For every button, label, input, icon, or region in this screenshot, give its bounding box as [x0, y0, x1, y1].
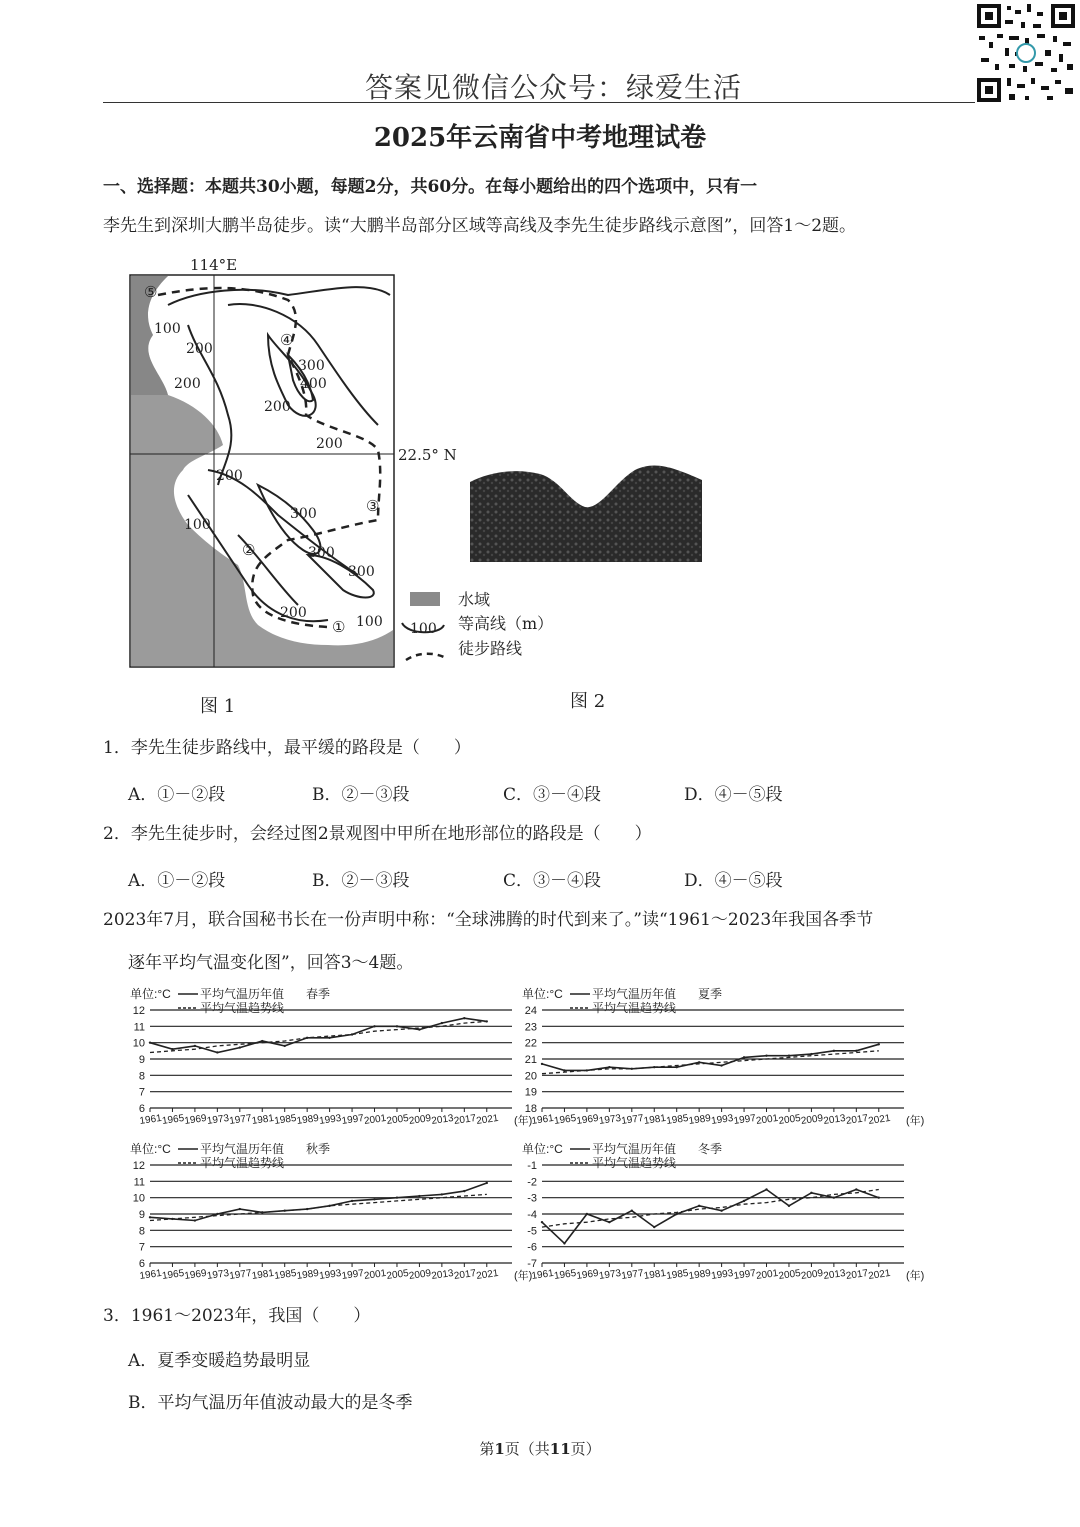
x-tick-label: 1997: [340, 1267, 365, 1282]
contour-map: [128, 255, 398, 670]
y-tick-label: -6: [527, 1241, 537, 1254]
intro-paragraph: 李先生到深圳大鹏半岛徒步。读“大鹏半岛部分区域等高线及李先生徒步路线示意图”，回答1～2题。: [103, 216, 857, 236]
x-tick-label: 1981: [251, 1112, 275, 1127]
x-tick-label: 2001: [755, 1267, 779, 1282]
x-tick-label: 1997: [732, 1267, 757, 1282]
x-tick-label: 1965: [553, 1112, 577, 1127]
data-point: [563, 1242, 565, 1244]
x-tick-label: 2005: [385, 1267, 410, 1282]
latitude-label: 22.5° N: [398, 446, 457, 464]
y-tick-label: -4: [527, 1209, 537, 1221]
x-axis-unit: (年): [906, 1270, 925, 1282]
data-point: [284, 1045, 286, 1047]
unit-label: 单位:°C: [130, 987, 171, 1001]
data-point: [418, 1195, 420, 1197]
data-point: [194, 1219, 196, 1221]
y-tick-label: 22: [524, 1037, 537, 1050]
x-tick-label: 2009: [800, 1112, 824, 1127]
legend-water-swatch: [410, 592, 440, 606]
y-tick-label: 8: [138, 1225, 145, 1238]
y-tick-label: -2: [527, 1176, 537, 1189]
data-point: [631, 1068, 633, 1070]
trend-line: [150, 1194, 487, 1220]
data-point: [608, 1066, 610, 1068]
data-point: [418, 1028, 420, 1030]
x-tick-label: 1989: [296, 1267, 320, 1282]
x-tick-label: 1973: [206, 1267, 230, 1282]
x-tick-label: 1985: [273, 1112, 298, 1127]
x-tick-label: 2001: [363, 1267, 387, 1282]
data-point: [698, 1205, 700, 1207]
q2-option-a[interactable]: A．①－②段: [128, 871, 226, 891]
actual-temperature-line: [150, 1183, 487, 1221]
y-tick-label: 7: [138, 1086, 145, 1099]
contour-label: 300: [290, 506, 317, 522]
x-tick-label: 2017: [453, 1267, 477, 1282]
data-point: [676, 1213, 678, 1215]
q2-option-c[interactable]: C．③－④段: [503, 871, 602, 891]
y-tick-label: -5: [527, 1225, 537, 1238]
x-tick-label: 2017: [845, 1112, 869, 1127]
data-point: [216, 1051, 218, 1053]
page-footer: [0, 1438, 1080, 1459]
contour-label: 300: [348, 564, 375, 580]
legend-trend-label: 平均气温趋势线: [592, 1001, 677, 1015]
data-point: [261, 1040, 263, 1042]
footer-prefix: 第: [479, 1440, 495, 1458]
contour-label: 100: [154, 321, 181, 337]
unit-label: 单位:°C: [522, 987, 563, 1001]
x-tick-label: 2013: [430, 1112, 455, 1127]
y-tick-label: 23: [524, 1021, 537, 1034]
legend-route-swatch: [404, 650, 448, 664]
x-tick-label: 1989: [688, 1267, 712, 1282]
unit-label: 单位:°C: [130, 1142, 171, 1156]
data-point: [194, 1045, 196, 1047]
figure1-caption: 图 1: [200, 696, 236, 717]
x-tick-label: 1961: [138, 1112, 163, 1127]
x-tick-label: 1993: [318, 1112, 343, 1127]
x-tick-label: 1977: [620, 1112, 645, 1127]
data-point: [441, 1022, 443, 1024]
chart-title-season: 秋季: [306, 1142, 331, 1156]
x-tick-label: 2013: [822, 1112, 847, 1127]
contour-label: 400: [300, 376, 327, 392]
x-tick-label: 1973: [206, 1112, 230, 1127]
x-tick-label: 1969: [183, 1112, 208, 1127]
data-point: [743, 1056, 745, 1058]
data-point: [765, 1188, 767, 1190]
x-tick-label: 1961: [530, 1112, 555, 1127]
x-tick-label: 1977: [228, 1267, 253, 1282]
unit-label: 单位:°C: [522, 1142, 563, 1156]
wechat-note: 答案见微信公众号：绿爱生活: [365, 71, 743, 104]
route-point-5: ⑤: [144, 283, 158, 301]
x-tick-label: 1989: [688, 1112, 712, 1127]
contour-label: 300: [298, 358, 325, 374]
x-tick-label: 2017: [453, 1112, 477, 1127]
route-point-4: ④: [280, 331, 294, 349]
x-tick-label: 2001: [755, 1112, 779, 1127]
data-point: [216, 1213, 218, 1215]
chart-title-season: 冬季: [698, 1142, 723, 1156]
q1-option-c[interactable]: C．③－④段: [503, 785, 602, 805]
x-tick-label: 1993: [318, 1267, 343, 1282]
x-tick-label: 1977: [228, 1112, 253, 1127]
x-tick-label: 1961: [138, 1267, 163, 1282]
x-tick-label: 2021: [475, 1112, 500, 1127]
y-tick-label: 8: [138, 1070, 145, 1083]
intro2-line1: 2023年7月，联合国秘书长在一份声明中称：“全球沸腾的时代到来了。”读“1961～2023年我国各季节: [103, 910, 874, 930]
data-point: [563, 1069, 565, 1071]
data-point: [833, 1196, 835, 1198]
x-tick-label: 1961: [530, 1267, 555, 1282]
y-tick-label: 6: [138, 1258, 145, 1270]
data-point: [855, 1050, 857, 1052]
data-point: [149, 1216, 151, 1218]
legend-actual-label: 平均气温历年值: [200, 987, 285, 1001]
q1-option-a[interactable]: A．①－②段: [128, 785, 226, 805]
x-tick-label: 2021: [867, 1267, 892, 1282]
x-tick-label: 1993: [710, 1112, 735, 1127]
data-point: [878, 1196, 880, 1198]
data-point: [810, 1053, 812, 1055]
y-tick-label: -3: [527, 1192, 537, 1205]
data-point: [373, 1198, 375, 1200]
landscape-photo: [470, 462, 702, 564]
data-point: [373, 1025, 375, 1027]
x-tick-label: 1973: [598, 1267, 622, 1282]
x-tick-label: 2005: [777, 1112, 802, 1127]
x-tick-label: 2021: [475, 1267, 500, 1282]
legend-actual-label: 平均气温历年值: [592, 987, 677, 1001]
contour-label: 100: [184, 517, 211, 533]
contour-label: 200: [216, 468, 243, 484]
y-tick-label: 7: [138, 1241, 145, 1254]
x-tick-label: 1981: [643, 1112, 667, 1127]
q3-stem: 3．1961～2023年，我国（ ）: [103, 1306, 371, 1326]
data-point: [149, 1041, 151, 1043]
data-point: [653, 1226, 655, 1228]
data-point: [765, 1055, 767, 1057]
y-tick-label: 18: [524, 1103, 537, 1115]
x-tick-label: 1965: [161, 1112, 185, 1127]
section-heading: 一、选择题：本题共30小题，每题2分，共60分。在每小题给出的四个选项中，只有一: [103, 177, 758, 197]
longitude-label: 114°E: [190, 256, 238, 274]
x-tick-label: 1981: [251, 1267, 275, 1282]
data-point: [328, 1205, 330, 1207]
legend-contour-sample: 100: [410, 621, 437, 637]
y-tick-label: 12: [132, 1005, 145, 1017]
x-tick-label: 2017: [845, 1267, 869, 1282]
y-tick-label: -1: [527, 1160, 537, 1172]
x-tick-label: 2009: [800, 1267, 824, 1282]
contour-label: 200: [174, 376, 201, 392]
x-tick-label: 1969: [575, 1112, 600, 1127]
y-tick-label: 11: [133, 1176, 145, 1189]
chart-title-season: 春季: [306, 987, 331, 1001]
contour-label: 200: [186, 341, 213, 357]
x-axis-unit: (年): [514, 1115, 533, 1127]
y-tick-label: 10: [132, 1192, 145, 1205]
contour-label: 200: [280, 605, 307, 621]
legend-trend-label: 平均气温趋势线: [200, 1156, 285, 1170]
data-point: [486, 1182, 488, 1184]
x-tick-label: 2005: [777, 1267, 802, 1282]
x-tick-label: 1981: [643, 1267, 667, 1282]
data-point: [720, 1210, 722, 1212]
contour-label: 200: [316, 436, 343, 452]
x-tick-label: 2005: [385, 1112, 410, 1127]
legend-route-label: 徒步路线: [458, 639, 523, 658]
x-tick-label: 1977: [620, 1267, 645, 1282]
legend-trend-label: 平均气温趋势线: [592, 1156, 677, 1170]
data-point: [351, 1200, 353, 1202]
x-tick-label: 2021: [867, 1112, 892, 1127]
data-point: [441, 1193, 443, 1195]
x-tick-label: 1997: [732, 1112, 757, 1127]
y-tick-label: 11: [133, 1021, 145, 1034]
q1-stem: 1．李先生徒步路线中，最平缓的路段是（ ）: [103, 738, 471, 758]
data-point: [608, 1221, 610, 1223]
data-point: [878, 1043, 880, 1045]
x-tick-label: 1965: [161, 1267, 185, 1282]
y-tick-label: 24: [524, 1005, 537, 1017]
y-tick-label: 6: [138, 1103, 145, 1115]
data-point: [720, 1064, 722, 1066]
data-point: [328, 1037, 330, 1039]
legend-actual-label: 平均气温历年值: [592, 1142, 677, 1156]
data-point: [788, 1055, 790, 1057]
contour-label: 200: [264, 399, 291, 415]
contour-label: 100: [356, 614, 383, 630]
header-rule: [103, 102, 976, 103]
x-tick-label: 1965: [553, 1267, 577, 1282]
data-point: [463, 1017, 465, 1019]
actual-temperature-line: [150, 1018, 487, 1052]
data-point: [833, 1050, 835, 1052]
q1-option-d[interactable]: D．④－⑤段: [684, 785, 783, 805]
q2-option-b[interactable]: B．②－③段: [312, 871, 410, 891]
x-tick-label: 1985: [273, 1267, 298, 1282]
data-point: [541, 1221, 543, 1223]
x-tick-label: 1997: [340, 1112, 365, 1127]
x-tick-label: 2013: [822, 1267, 847, 1282]
data-point: [463, 1190, 465, 1192]
data-point: [396, 1025, 398, 1027]
x-tick-label: 1989: [296, 1112, 320, 1127]
seasonal-temperature-charts: [0, 980, 1080, 1290]
x-tick-label: 2009: [408, 1112, 432, 1127]
x-tick-label: 2001: [363, 1112, 387, 1127]
data-point: [788, 1205, 790, 1207]
y-tick-label: 20: [524, 1070, 537, 1083]
x-tick-label: 1969: [575, 1267, 600, 1282]
contour-label: 300: [308, 545, 335, 561]
q1-option-b[interactable]: B．②－③段: [312, 785, 410, 805]
data-point: [676, 1066, 678, 1068]
legend-water-label: 水域: [458, 590, 491, 609]
data-point: [586, 1213, 588, 1215]
chart-title-season: 夏季: [698, 987, 723, 1001]
y-tick-label: 10: [132, 1037, 145, 1050]
data-point: [239, 1208, 241, 1210]
q2-stem: 2．李先生徒步时，会经过图2景观图中甲所在地形部位的路段是（ ）: [103, 824, 652, 844]
figure2-caption: 图 2: [570, 691, 606, 712]
q3-option-a[interactable]: A．夏季变暖趋势最明显: [128, 1351, 311, 1371]
data-point: [239, 1046, 241, 1048]
x-tick-label: 1973: [598, 1112, 622, 1127]
x-axis-unit: (年): [514, 1270, 533, 1282]
x-tick-label: 1969: [183, 1267, 208, 1282]
legend-trend-label: 平均气温趋势线: [200, 1001, 285, 1015]
legend-actual-label: 平均气温历年值: [200, 1142, 285, 1156]
data-point: [396, 1196, 398, 1198]
data-point: [855, 1188, 857, 1190]
data-point: [698, 1061, 700, 1063]
qr-code-icon: [975, 2, 1077, 104]
actual-temperature-line: [542, 1044, 879, 1070]
x-tick-label: 1993: [710, 1267, 735, 1282]
data-point: [743, 1200, 745, 1202]
footer-suffix: 页）: [570, 1440, 601, 1458]
data-point: [810, 1192, 812, 1194]
intro2-line2: 逐年平均气温变化图”，回答3～4题。: [128, 953, 414, 973]
trend-line: [542, 1190, 879, 1228]
q3-option-b[interactable]: B．平均气温历年值波动最大的是冬季: [128, 1393, 413, 1413]
y-tick-label: -7: [527, 1258, 537, 1270]
x-tick-label: 1985: [665, 1267, 690, 1282]
route-point-2: ②: [242, 541, 256, 559]
y-tick-label: 12: [132, 1160, 145, 1172]
landform-jia-label: 甲: [568, 481, 585, 501]
data-point: [171, 1048, 173, 1050]
data-point: [541, 1063, 543, 1065]
footer-total-pages: 11: [549, 1440, 571, 1458]
x-tick-label: 2013: [430, 1267, 455, 1282]
route-point-1: ①: [332, 618, 346, 636]
y-tick-label: 19: [524, 1086, 537, 1099]
x-tick-label: 2009: [408, 1267, 432, 1282]
q2-option-d[interactable]: D．④－⑤段: [684, 871, 783, 891]
legend-contour-label: 等高线（m）: [458, 614, 554, 633]
footer-mid: 页（共: [504, 1440, 550, 1458]
trend-line: [542, 1051, 879, 1074]
footer-page-number: 1: [494, 1440, 505, 1458]
x-axis-unit: (年): [906, 1115, 925, 1127]
x-tick-label: 1985: [665, 1112, 690, 1127]
route-point-3: ③: [366, 497, 380, 515]
y-tick-label: 9: [138, 1209, 145, 1221]
y-tick-label: 21: [524, 1054, 537, 1066]
page-title: 2025年云南省中考地理试卷: [373, 123, 707, 153]
y-tick-label: 9: [138, 1054, 145, 1066]
data-point: [631, 1210, 633, 1212]
